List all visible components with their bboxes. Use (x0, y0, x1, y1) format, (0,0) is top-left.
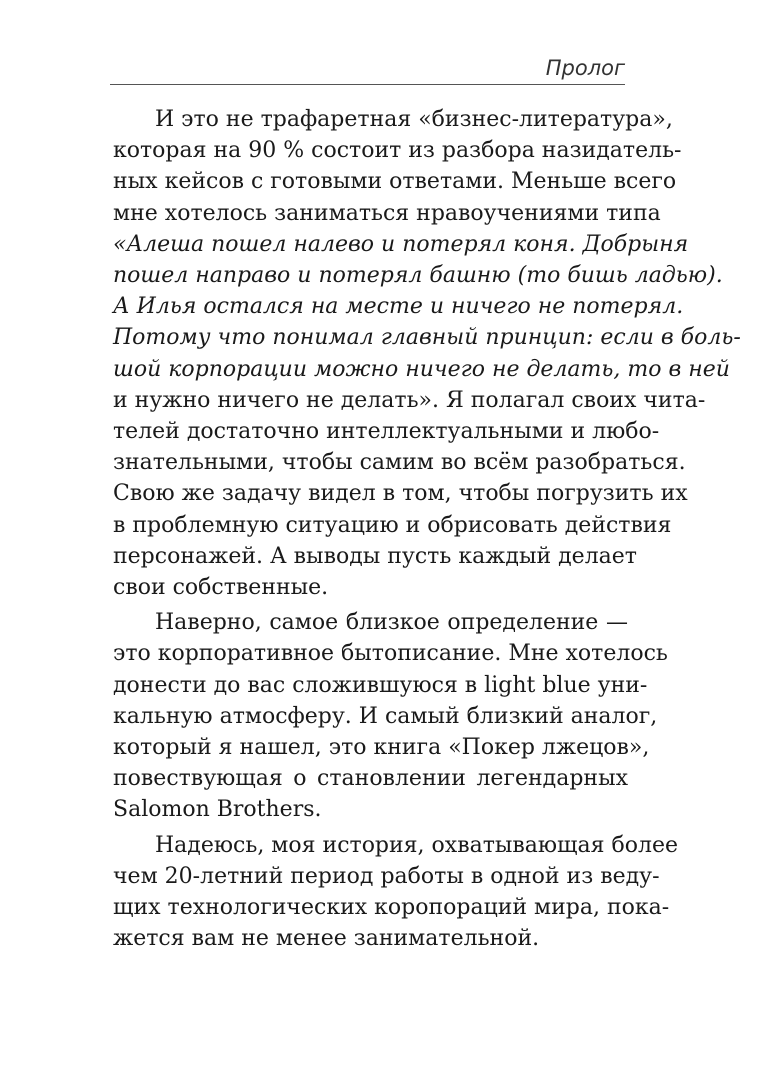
text-line: ных кейсов с готовыми ответами. Меньше всего (113, 169, 677, 195)
text-line: Свою же задачу видел в том, чтобы погрузить их (113, 481, 688, 507)
header-rule (110, 84, 625, 85)
text-line: персонажей. А выводы пусть каждый делает (113, 543, 637, 569)
italic-quote: Потому что понимал главный принцип: если в боль- (113, 325, 741, 351)
italic-quote: А Илья остался на месте и ничего не потерял. (113, 294, 684, 320)
text-line: Надеюсь, моя история, охватывающая более (155, 832, 678, 858)
text-line: мне хотелось заниматься нравоучениями типа (113, 200, 661, 226)
italic-quote: шой корпорации можно ничего не делать, то в ней (113, 356, 730, 382)
text-line: повествующая о становлении легендарных (113, 766, 628, 792)
text-line: кальную атмосферу. И самый близкий аналог, (113, 703, 658, 729)
text-line-italic (113, 322, 741, 353)
text-line: знательными, чтобы самим во всём разобраться. (113, 450, 686, 476)
text-line: телей достаточно интеллектуальными и любо- (113, 419, 660, 445)
text-line-italic (113, 354, 730, 385)
italic-quote: «Алеша пошел налево и потерял коня. Добрыня (113, 231, 689, 257)
text-line: жется вам не менее занимательной. (113, 926, 540, 952)
text-line-italic (113, 229, 689, 260)
text-line: щих технологических коропораций мира, пока- (113, 895, 670, 921)
running-header: Пролог (545, 56, 625, 80)
paragraph-2 (113, 607, 668, 825)
text-line: Salomon Brothers. (113, 797, 322, 823)
text-line: которая на 90 % состоит из разбора назидатель- (113, 138, 682, 164)
text-line: в проблемную ситуацию и обрисовать действия (113, 512, 672, 538)
page-body (113, 104, 741, 954)
text-line: который я нашел, это книга «Покер лжецов», (113, 735, 650, 761)
italic-quote: пошел направо и потерял башню (то бишь ладью). (113, 263, 723, 289)
text-line-italic (113, 291, 684, 322)
text-line: И это не трафаретная «бизнес-литература», (155, 107, 673, 132)
paragraph-1 (113, 104, 741, 603)
paragraph-3 (113, 830, 678, 955)
text-line: это корпоративное бытописание. Мне хотелось (113, 641, 668, 667)
text-line-italic (113, 260, 723, 291)
text-line: донести до вас сложившуюся в light blue уни- (113, 672, 648, 698)
text-line: чем 20-летний период работы в одной из веду- (113, 863, 660, 889)
text-line: свои собственные. (113, 575, 329, 601)
text-line: и нужно ничего не делать». Я полагал своих чита- (113, 387, 706, 413)
text-line: Наверно, самое близкое определение — (155, 610, 628, 636)
